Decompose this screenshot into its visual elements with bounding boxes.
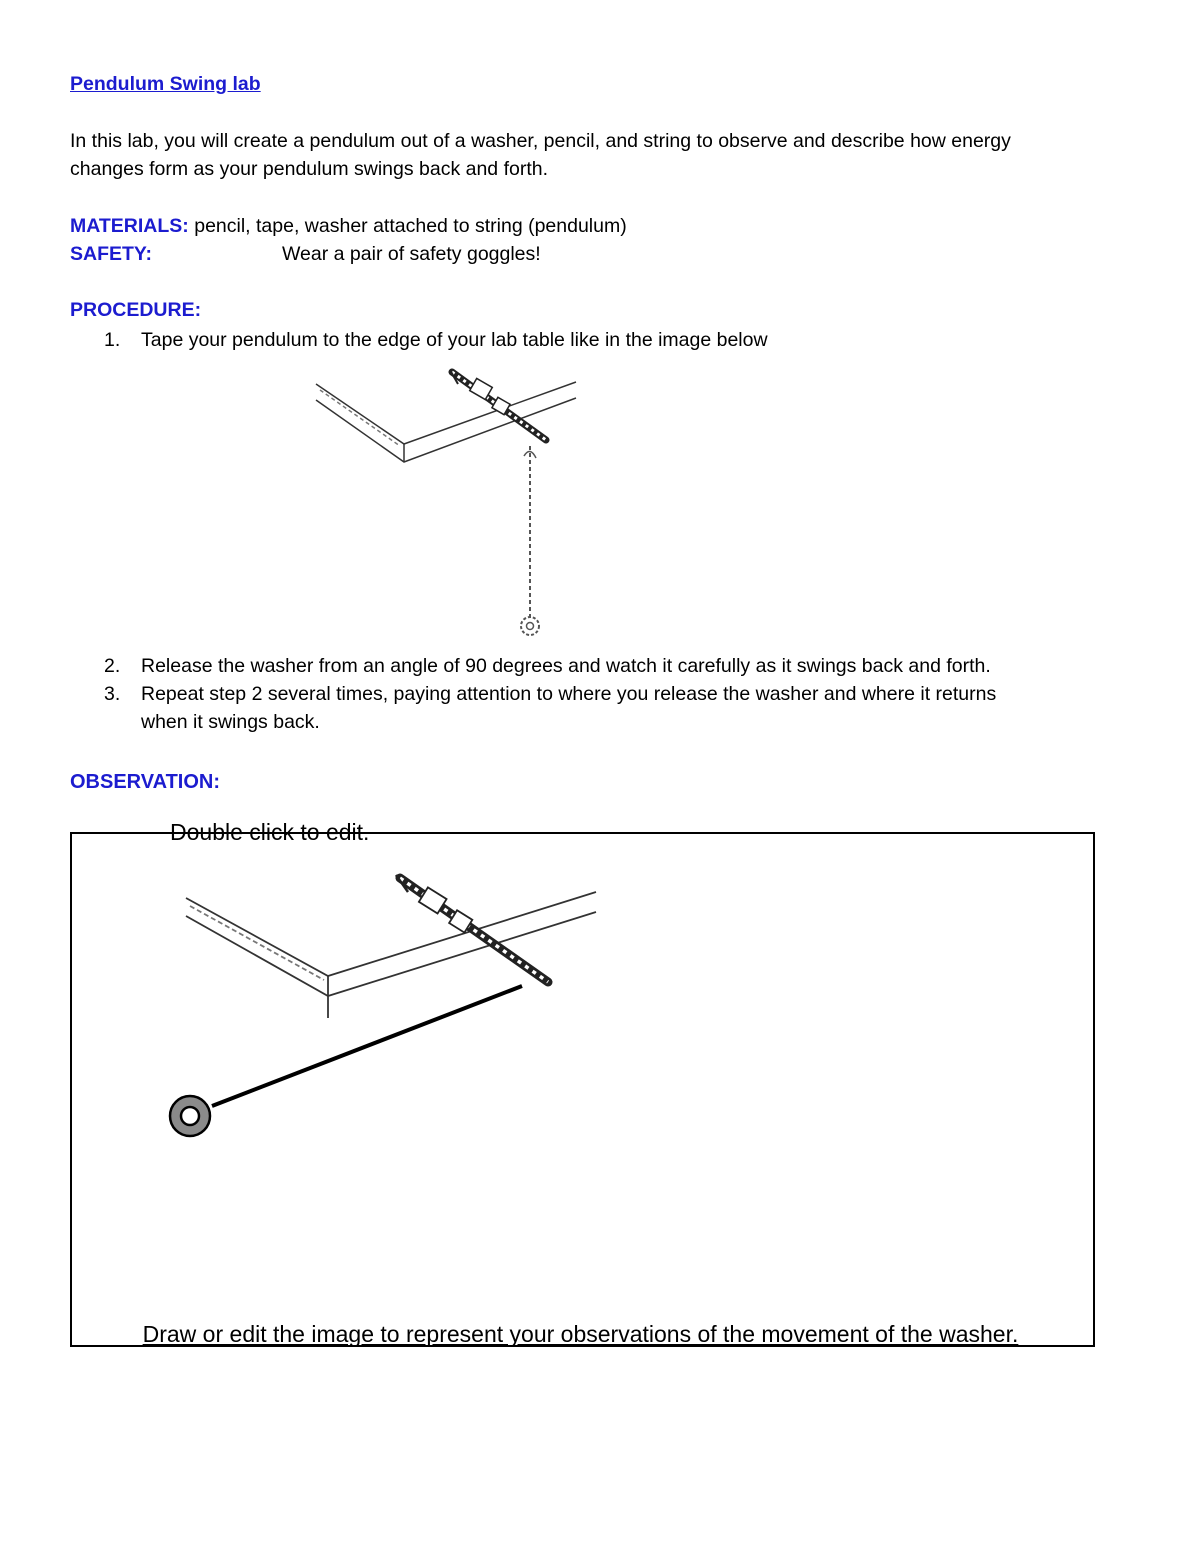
procedure-step-3-continued: when it swings back.: [141, 711, 320, 733]
safety-value: Wear a pair of safety goggles!: [282, 243, 541, 265]
step-text: Tape your pendulum to the edge of your lab table like in the image below: [141, 329, 768, 351]
pendulum-released-figure[interactable]: [160, 870, 620, 1160]
observation-heading: OBSERVATION:: [70, 771, 221, 793]
procedure-heading: PROCEDURE:: [70, 299, 202, 321]
intro-line-1: In this lab, you will create a pendulum out of a washer, pencil, and string to observe and describe how energy: [70, 130, 1011, 152]
pencil: [396, 875, 548, 982]
step-number: 1.: [104, 329, 121, 351]
pencil: [450, 370, 546, 440]
table-front-edge: [186, 912, 596, 996]
step-text: Repeat step 2 several times, paying attention to where you release the washer and where it returns: [141, 683, 997, 705]
washer: [521, 617, 539, 635]
step-text: Release the washer from an angle of 90 degrees and watch it carefully as it swings back and forth.: [141, 655, 991, 677]
document-title[interactable]: Pendulum Swing lab: [70, 73, 261, 95]
double-click-edit-hint[interactable]: Double click to edit.: [170, 819, 370, 845]
pendulum-hanging-figure: [300, 360, 600, 650]
step-number: 2.: [104, 655, 121, 677]
table-top-edge: [186, 892, 596, 976]
procedure-step-1: [104, 326, 768, 354]
observation-caption: Draw or edit the image to represent your observations of the movement of the washer.: [142, 1321, 1019, 1347]
materials-label: MATERIALS:: [70, 215, 189, 237]
safety-label: SAFETY:: [70, 243, 152, 265]
procedure-step-3: [104, 680, 996, 708]
materials-value: pencil, tape, washer attached to string (pendulum): [194, 215, 627, 237]
pendulum-string-pulled: [212, 986, 522, 1106]
step-number: 3.: [104, 683, 121, 705]
materials-row: [70, 212, 627, 240]
intro-paragraph: [70, 127, 1011, 183]
intro-line-2: changes form as your pendulum swings back and forth.: [70, 158, 549, 180]
procedure-step-2: [104, 652, 991, 680]
